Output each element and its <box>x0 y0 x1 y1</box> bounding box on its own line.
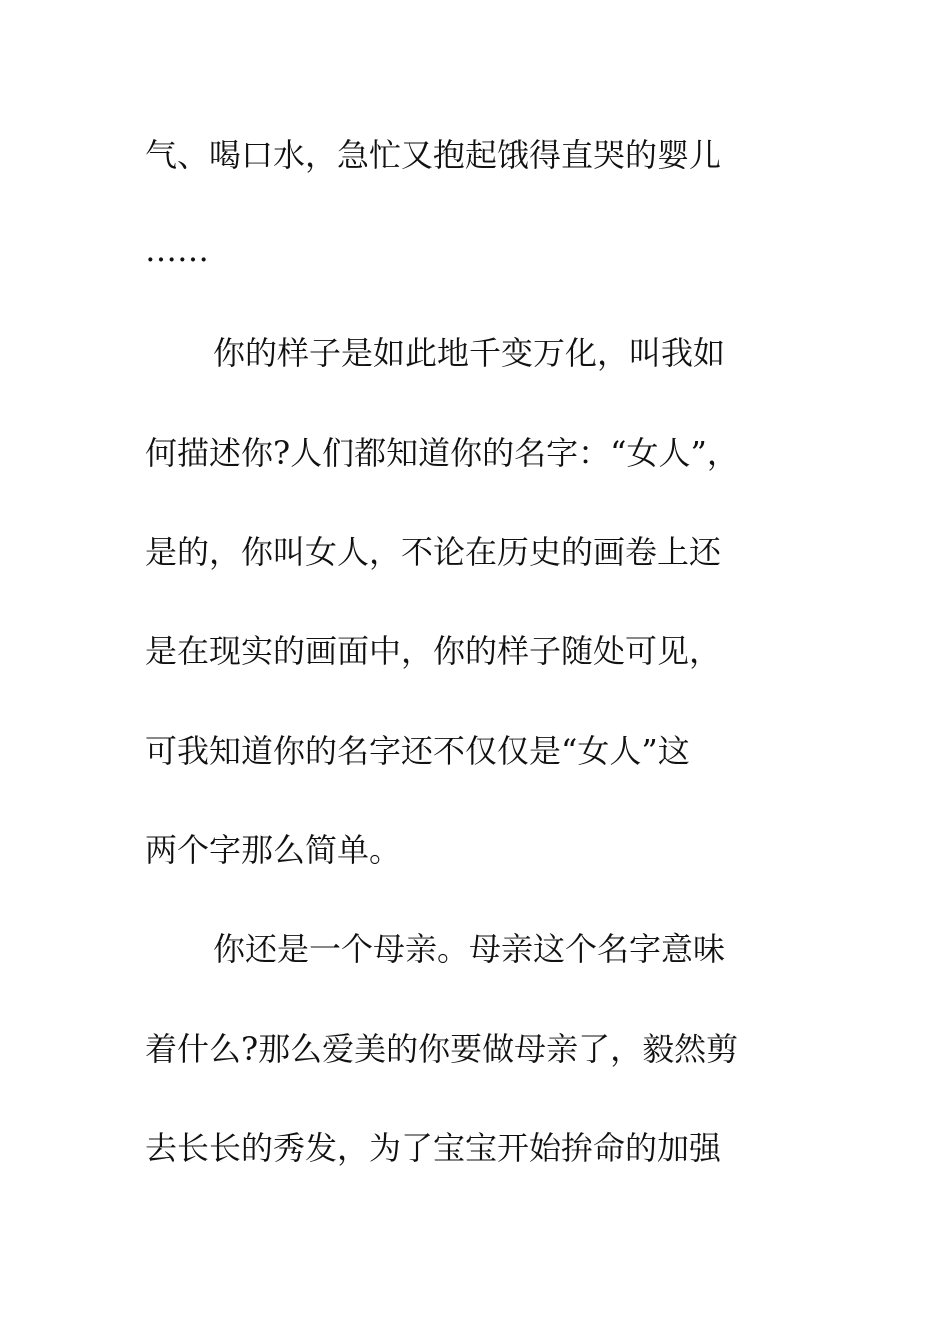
text-line-11: 去长长的秀发，为了宝宝开始拚命的加强 <box>145 1129 722 1167</box>
text-line-8: 两个字那么简单。 <box>145 831 402 869</box>
text-line-3: 你的样子是如此地千变万化，叫我如 <box>213 334 726 372</box>
text-line-7: 可我知道你的名字还不仅仅是“女人”这 <box>145 732 690 770</box>
text-line-4: 何描述你?人们都知道你的名字：“女人”， <box>145 434 739 472</box>
text-line-5: 是的，你叫女人，不论在历史的画卷上还 <box>145 533 722 571</box>
text-line-2: …… <box>145 231 209 269</box>
text-line-1: 气、喝口水，急忙又抱起饿得直哭的婴儿 <box>145 136 722 174</box>
text-line-6: 是在现实的画面中，你的样子随处可见， <box>145 632 722 670</box>
text-line-10: 着什么?那么爱美的你要做母亲了，毅然剪 <box>145 1030 739 1068</box>
text-line-9: 你还是一个母亲。母亲这个名字意味 <box>213 930 726 968</box>
